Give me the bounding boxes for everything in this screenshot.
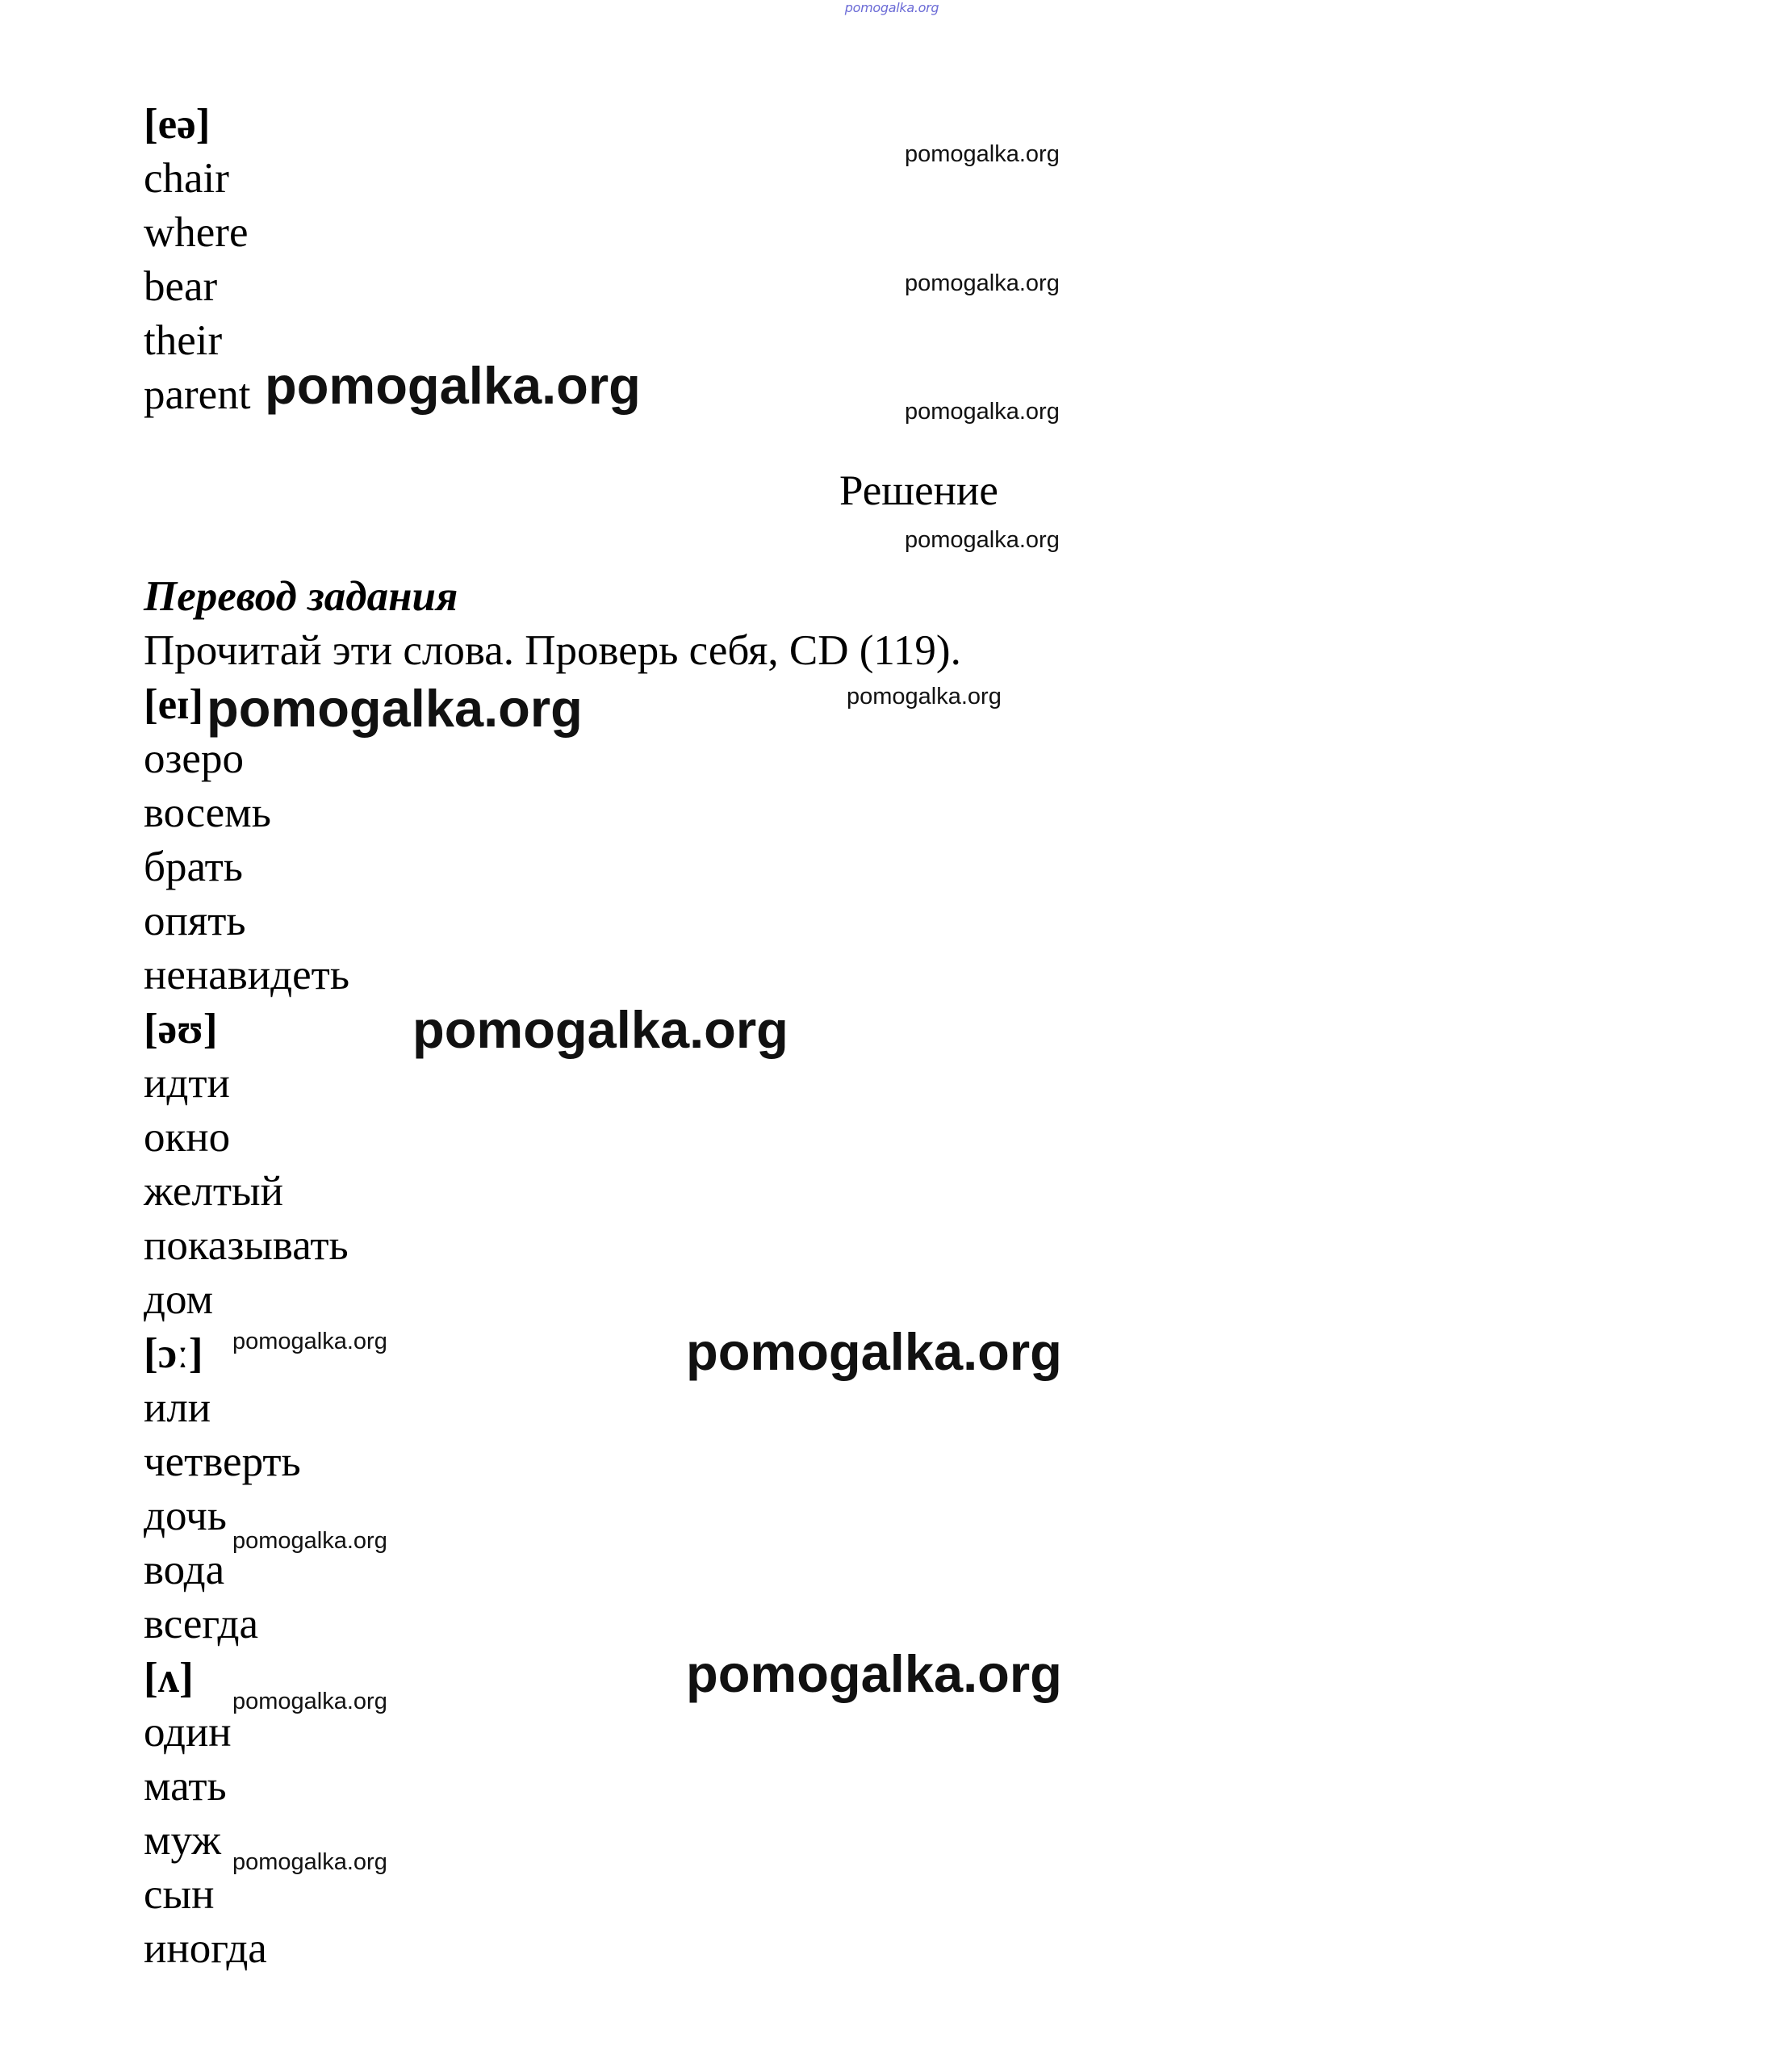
word-item: иногда xyxy=(144,1925,267,1972)
word-item: желтый xyxy=(144,1168,284,1215)
word-item: bear xyxy=(144,263,218,310)
word-item: вода xyxy=(144,1547,225,1593)
word-item: один xyxy=(144,1709,232,1756)
word-item: their xyxy=(144,317,223,364)
word-item: where xyxy=(144,209,249,256)
word-item: сын xyxy=(144,1871,215,1918)
watermark: pomogalka.org xyxy=(905,527,1060,553)
phoneme-wedge: [ʌ] xyxy=(144,1655,194,1702)
word-item: показывать xyxy=(144,1222,349,1269)
phoneme-o-long: [ɔː] xyxy=(144,1330,203,1377)
phoneme-ei: [eɪ] xyxy=(144,681,204,728)
watermark-large: pomogalka.org xyxy=(686,1644,1062,1703)
word-item: четверть xyxy=(144,1438,301,1485)
translation-heading: Перевод задания xyxy=(144,573,458,620)
word-item: брать xyxy=(144,843,243,890)
watermark: pomogalka.org xyxy=(232,1689,387,1714)
word-item: окно xyxy=(144,1114,231,1161)
watermark-large: pomogalka.org xyxy=(412,1000,789,1059)
word-item: озеро xyxy=(144,735,244,782)
word-item: всегда xyxy=(144,1601,258,1647)
watermark-large: pomogalka.org xyxy=(265,356,641,415)
watermark-large: pomogalka.org xyxy=(207,679,583,738)
word-item: дочь xyxy=(144,1492,227,1539)
watermark-large: pomogalka.org xyxy=(686,1322,1062,1381)
watermark: pomogalka.org xyxy=(905,270,1060,296)
phoneme-ou: [əʊ] xyxy=(144,1006,218,1053)
word-item: parent xyxy=(144,371,251,418)
word-item: мать xyxy=(144,1763,227,1810)
watermark: pomogalka.org xyxy=(905,141,1060,167)
translation-instruction: Прочитай эти слова. Проверь себя, CD (119). xyxy=(144,627,961,674)
word-item: chair xyxy=(144,155,229,202)
word-item: муж xyxy=(144,1817,221,1864)
solution-title: Решение xyxy=(839,467,998,514)
phoneme-ea: [eə] xyxy=(144,101,211,148)
watermark: pomogalka.org xyxy=(847,684,1002,710)
answer-block xyxy=(144,98,250,422)
word-item: ненавидеть xyxy=(144,952,349,998)
word-item: или xyxy=(144,1384,211,1431)
watermark: pomogalka.org xyxy=(232,1329,387,1354)
word-item: восемь xyxy=(144,789,271,836)
word-item: опять xyxy=(144,898,246,944)
top-watermark: pomogalka.org xyxy=(844,0,939,15)
watermark: pomogalka.org xyxy=(232,1849,387,1875)
word-item: идти xyxy=(144,1060,230,1107)
watermark: pomogalka.org xyxy=(232,1528,387,1554)
word-item: дом xyxy=(144,1276,213,1323)
watermark: pomogalka.org xyxy=(905,399,1060,425)
translation-section xyxy=(144,570,961,1976)
